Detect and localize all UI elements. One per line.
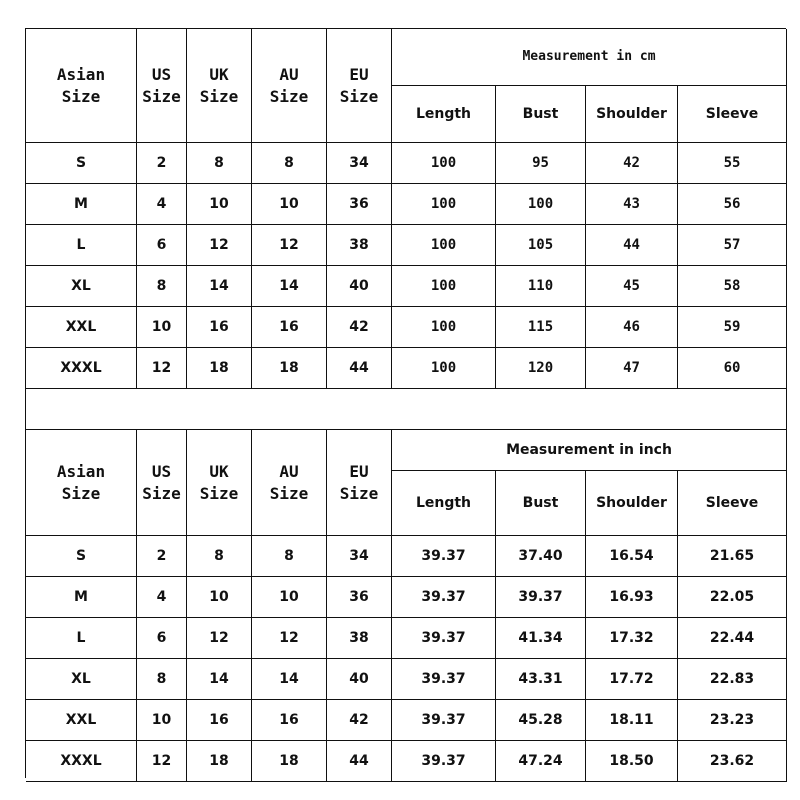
us-size-header [137,430,187,536]
table-cell: 2 [137,536,187,577]
table-cell: 12 [137,741,187,782]
table-cell: 100 [392,225,496,266]
table-cell: 10 [137,307,187,348]
table-cell: 22.05 [678,577,787,618]
cm-table-title: Measurement in cm [392,29,787,86]
table-cell: 17.72 [586,659,678,700]
table-cell: 44 [327,741,392,782]
inch-col-length: Length [392,471,496,536]
inch-col-bust: Bust [496,471,586,536]
table-cell: 115 [496,307,586,348]
table-cell: 41.34 [496,618,586,659]
table-cell: 4 [137,577,187,618]
table-cell: 4 [137,184,187,225]
table-cell: 17.32 [586,618,678,659]
table-cell: 10 [137,700,187,741]
inch-col-sleeve: Sleeve [678,471,787,536]
table-cell: 120 [496,348,586,389]
header-line: Size [142,483,181,503]
table-cell: L [26,225,137,266]
table-cell: 18 [252,741,327,782]
table-cell: 8 [137,659,187,700]
table-cell: 6 [137,225,187,266]
table-cell: 14 [252,659,327,700]
table-cell: 14 [187,659,252,700]
table-cell: 12 [252,618,327,659]
table-cell: 34 [327,536,392,577]
table-cell: 95 [496,143,586,184]
table-cell: 42 [586,143,678,184]
table-spacer [26,389,787,430]
cm-col-shoulder: Shoulder [586,86,678,143]
table-cell: S [26,536,137,577]
table-cell: 38 [327,618,392,659]
table-cell: 100 [392,143,496,184]
table-cell: 42 [327,307,392,348]
table-cell: 100 [392,307,496,348]
table-cell: 16 [252,700,327,741]
table-cell: 18 [187,741,252,782]
table-cell: 38 [327,225,392,266]
header-line: UK [209,64,229,84]
eu-size-header [327,29,392,143]
header-line: US [151,461,172,481]
table-cell: 100 [392,266,496,307]
table-cell: 18 [187,348,252,389]
table-cell: 100 [392,348,496,389]
table-cell: 12 [137,348,187,389]
table-cell: 8 [187,536,252,577]
table-cell: 58 [678,266,787,307]
table-cell: L [26,618,137,659]
table-cell: 14 [187,266,252,307]
table-cell: 46 [586,307,678,348]
table-cell: 12 [252,225,327,266]
table-cell: 105 [496,225,586,266]
table-cell: 110 [496,266,586,307]
eu-size-header [327,430,392,536]
header-line: Size [61,483,101,503]
header-line: UK [209,461,229,481]
table-cell: 39.37 [392,659,496,700]
table-cell: 36 [327,184,392,225]
inch-table-title: Measurement in inch [392,430,787,471]
table-cell: 8 [137,266,187,307]
table-cell: S [26,143,137,184]
header-line: Size [269,483,309,503]
table-cell: 22.44 [678,618,787,659]
table-cell: 6 [137,618,187,659]
table-cell: 100 [392,184,496,225]
table-cell: XXL [26,700,137,741]
table-cell: 8 [252,143,327,184]
table-cell: 12 [187,225,252,266]
table-cell: 10 [187,577,252,618]
table-cell: 37.40 [496,536,586,577]
us-size-header [137,29,187,143]
table-cell: 18 [252,348,327,389]
header-line: Size [199,86,239,106]
table-cell: 43 [586,184,678,225]
table-cell: 39.37 [392,536,496,577]
cm-col-bust: Bust [496,86,586,143]
table-cell: 8 [187,143,252,184]
asian-size-header [26,430,137,536]
table-cell: 59 [678,307,787,348]
table-cell: 44 [586,225,678,266]
table-cell: 44 [327,348,392,389]
table-cell: 2 [137,143,187,184]
table-cell: 34 [327,143,392,184]
table-cell: 45.28 [496,700,586,741]
table-cell: 21.65 [678,536,787,577]
header-line: Size [199,483,239,503]
header-line: EU [349,461,369,481]
table-cell: 18.50 [586,741,678,782]
header-line: AU [279,461,299,481]
table-cell: 47.24 [496,741,586,782]
table-cell: XXXL [26,741,137,782]
table-cell: 40 [327,659,392,700]
header-line: Size [339,86,379,106]
cm-col-sleeve: Sleeve [678,86,787,143]
table-cell: 16 [252,307,327,348]
table-cell: XL [26,266,137,307]
au-size-header [252,29,327,143]
table-cell: XXXL [26,348,137,389]
au-size-header [252,430,327,536]
table-cell: 18.11 [586,700,678,741]
table-cell: 39.37 [392,700,496,741]
asian-size-header [26,29,137,143]
table-cell: 22.83 [678,659,787,700]
header-line: Size [61,86,101,106]
table-cell: 10 [252,577,327,618]
uk-size-header [187,29,252,143]
header-line: Asian [56,64,106,84]
cm-col-length: Length [392,86,496,143]
table-cell: 40 [327,266,392,307]
table-cell: 55 [678,143,787,184]
inch-col-shoulder: Shoulder [586,471,678,536]
table-cell: 10 [187,184,252,225]
header-line: EU [349,64,369,84]
size-chart [25,28,786,778]
table-cell: 39.37 [496,577,586,618]
header-line: Size [142,86,181,106]
table-cell: 39.37 [392,618,496,659]
table-cell: 12 [187,618,252,659]
table-cell: 23.62 [678,741,787,782]
header-line: Asian [56,461,106,481]
table-cell: 45 [586,266,678,307]
table-cell: 16.93 [586,577,678,618]
table-cell: 39.37 [392,577,496,618]
table-cell: 100 [496,184,586,225]
header-line: US [151,64,172,84]
table-cell: 8 [252,536,327,577]
header-line: AU [279,64,299,84]
table-cell: XXL [26,307,137,348]
table-cell: M [26,184,137,225]
table-cell: 56 [678,184,787,225]
table-cell: 14 [252,266,327,307]
table-cell: 36 [327,577,392,618]
table-cell: 60 [678,348,787,389]
table-cell: 42 [327,700,392,741]
table-cell: 16.54 [586,536,678,577]
table-cell: 39.37 [392,741,496,782]
table-cell: 10 [252,184,327,225]
table-cell: M [26,577,137,618]
table-cell: 57 [678,225,787,266]
header-line: Size [339,483,379,503]
table-cell: 47 [586,348,678,389]
header-line: Size [269,86,309,106]
table-cell: 16 [187,307,252,348]
uk-size-header [187,430,252,536]
table-cell: 16 [187,700,252,741]
table-cell: 43.31 [496,659,586,700]
table-cell: 23.23 [678,700,787,741]
table-cell: XL [26,659,137,700]
